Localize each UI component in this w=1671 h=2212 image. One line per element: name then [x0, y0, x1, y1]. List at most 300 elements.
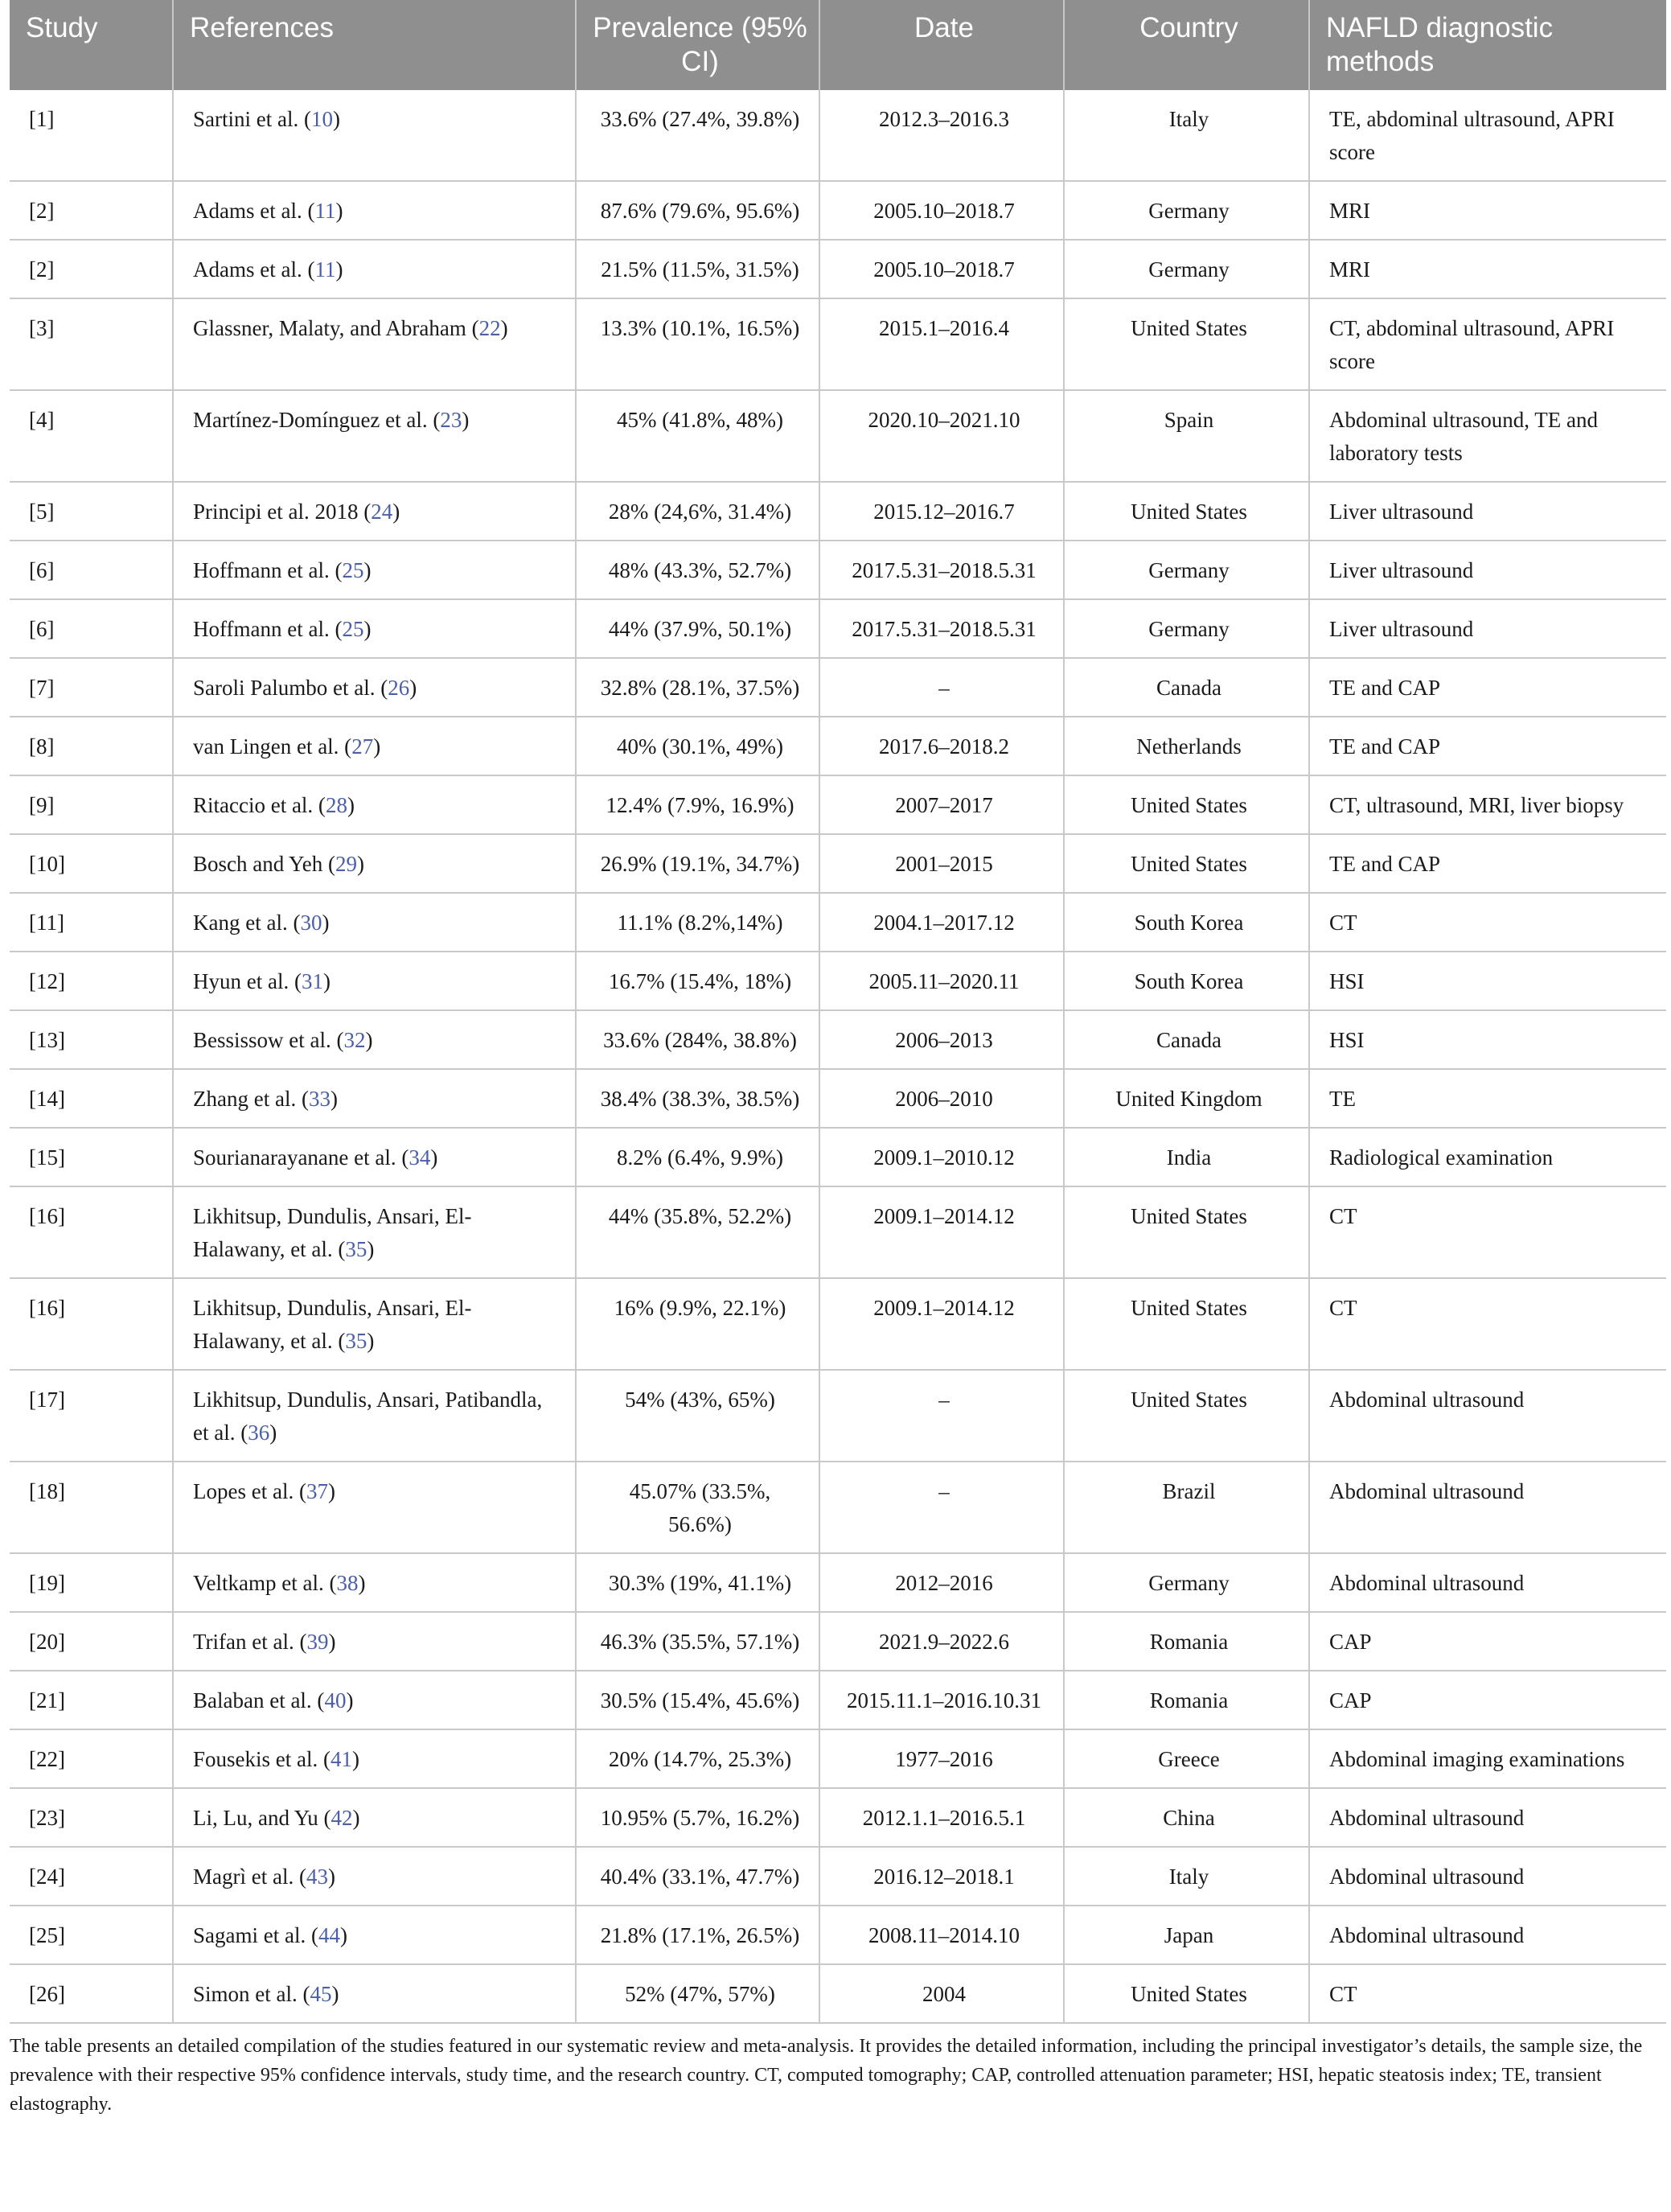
reference-text: van Lingen et al. (	[193, 734, 352, 759]
studies-table	[10, 0, 1666, 2024]
reference-close-paren: )	[339, 1923, 347, 1947]
cell-prevalence: 46.3% (35.5%, 57.1%)	[576, 1612, 819, 1671]
cell-prevalence: 45% (41.8%, 48%)	[576, 390, 819, 482]
cell-country: Italy	[1064, 90, 1309, 181]
cell-reference	[173, 775, 576, 834]
cell-date: –	[819, 658, 1064, 717]
header-methods: NAFLD diagnostic methods	[1309, 0, 1666, 90]
cell-reference	[173, 1553, 576, 1612]
table-row	[10, 1906, 1666, 1964]
reference-close-paren: )	[358, 1571, 366, 1595]
table-row	[10, 1186, 1666, 1278]
header-study: Study	[10, 0, 173, 90]
table-row	[10, 717, 1666, 775]
cell-country: Canada	[1064, 1010, 1309, 1069]
cell-study: [8]	[10, 717, 173, 775]
reference-close-paren: )	[322, 911, 330, 935]
reference-close-paren: )	[367, 1237, 375, 1261]
cell-methods: TE and CAP	[1309, 834, 1666, 893]
cell-methods: TE and CAP	[1309, 658, 1666, 717]
table-row	[10, 1612, 1666, 1671]
cell-methods: Liver ultrasound	[1309, 482, 1666, 541]
cell-reference	[173, 599, 576, 658]
citation-link[interactable]: 26	[388, 676, 410, 700]
cell-study: [7]	[10, 658, 173, 717]
cell-study: [14]	[10, 1069, 173, 1128]
cell-reference	[173, 482, 576, 541]
reference-text: Likhitsup, Dundulis, Ansari, El-Halawany, et al. (	[193, 1296, 472, 1353]
cell-country: Germany	[1064, 240, 1309, 298]
reference-close-paren: )	[347, 793, 355, 817]
citation-link[interactable]: 35	[345, 1237, 367, 1261]
cell-methods: Abdominal ultrasound	[1309, 1906, 1666, 1964]
cell-study: [1]	[10, 90, 173, 181]
cell-study: [17]	[10, 1370, 173, 1462]
cell-reference	[173, 1462, 576, 1553]
reference-text: Magrì et al. (	[193, 1865, 306, 1889]
cell-date: 2020.10–2021.10	[819, 390, 1064, 482]
cell-date: 2006–2013	[819, 1010, 1064, 1069]
cell-methods: TE and CAP	[1309, 717, 1666, 775]
cell-methods: CT	[1309, 893, 1666, 952]
cell-prevalence: 10.95% (5.7%, 16.2%)	[576, 1788, 819, 1847]
cell-date: 2012–2016	[819, 1553, 1064, 1612]
cell-prevalence: 44% (35.8%, 52.2%)	[576, 1186, 819, 1278]
cell-prevalence: 32.8% (28.1%, 37.5%)	[576, 658, 819, 717]
reference-text: Bessissow et al. (	[193, 1028, 344, 1052]
cell-country: United States	[1064, 775, 1309, 834]
cell-prevalence: 13.3% (10.1%, 16.5%)	[576, 298, 819, 390]
citation-link[interactable]: 23	[440, 408, 462, 432]
cell-methods: HSI	[1309, 952, 1666, 1010]
reference-text: Likhitsup, Dundulis, Ansari, Patibandla, et al. (	[193, 1388, 543, 1445]
cell-country: Japan	[1064, 1906, 1309, 1964]
cell-study: [4]	[10, 390, 173, 482]
table-row	[10, 390, 1666, 482]
cell-date: 2017.5.31–2018.5.31	[819, 541, 1064, 599]
reference-text: Adams et al. (	[193, 199, 315, 223]
header-prevalence: Prevalence (95% CI)	[576, 0, 819, 90]
cell-date: 2017.5.31–2018.5.31	[819, 599, 1064, 658]
reference-text: Hyun et al. (	[193, 969, 302, 993]
table-row	[10, 1671, 1666, 1729]
cell-study: [24]	[10, 1847, 173, 1906]
cell-prevalence: 33.6% (284%, 38.8%)	[576, 1010, 819, 1069]
cell-reference	[173, 1370, 576, 1462]
citation-link[interactable]: 31	[301, 969, 323, 993]
cell-date: 2005.10–2018.7	[819, 181, 1064, 240]
cell-country: United States	[1064, 1186, 1309, 1278]
citation-link[interactable]: 36	[248, 1421, 270, 1445]
reference-text: Ritaccio et al. (	[193, 793, 326, 817]
cell-study: [13]	[10, 1010, 173, 1069]
cell-reference	[173, 1906, 576, 1964]
cell-reference	[173, 1186, 576, 1278]
table-row	[10, 1729, 1666, 1788]
table-row	[10, 1462, 1666, 1553]
cell-country: Spain	[1064, 390, 1309, 482]
cell-reference	[173, 1612, 576, 1671]
cell-country: South Korea	[1064, 893, 1309, 952]
reference-text: Hoffmann et al. (	[193, 617, 343, 641]
cell-prevalence: 30.5% (15.4%, 45.6%)	[576, 1671, 819, 1729]
reference-text: Likhitsup, Dundulis, Ansari, El-Halawany, et al. (	[193, 1204, 472, 1261]
cell-reference	[173, 1788, 576, 1847]
reference-close-paren: )	[462, 408, 470, 432]
citation-link[interactable]: 27	[351, 734, 374, 759]
table-body	[10, 90, 1666, 2023]
table-row	[10, 1553, 1666, 1612]
cell-date: 2016.12–2018.1	[819, 1847, 1064, 1906]
citation-link[interactable]: 24	[371, 500, 393, 524]
reference-text: Adams et al. (	[193, 257, 315, 282]
cell-study: [18]	[10, 1462, 173, 1553]
citation-link[interactable]: 37	[306, 1479, 328, 1503]
cell-prevalence: 12.4% (7.9%, 16.9%)	[576, 775, 819, 834]
cell-study: [9]	[10, 775, 173, 834]
reference-close-paren: )	[351, 1747, 359, 1771]
reference-text: Martínez-Domínguez et al. (	[193, 408, 441, 432]
citation-link[interactable]: 40	[324, 1688, 347, 1712]
cell-date: 2017.6–2018.2	[819, 717, 1064, 775]
cell-date: 2015.11.1–2016.10.31	[819, 1671, 1064, 1729]
reference-text: Sourianarayanane et al. (	[193, 1145, 409, 1170]
cell-reference	[173, 1128, 576, 1186]
cell-methods: HSI	[1309, 1010, 1666, 1069]
cell-methods: Liver ultrasound	[1309, 541, 1666, 599]
reference-close-paren: )	[327, 1865, 335, 1889]
cell-country: United States	[1064, 1278, 1309, 1370]
cell-methods: Abdominal ultrasound	[1309, 1370, 1666, 1462]
table-row	[10, 1788, 1666, 1847]
reference-text: Trifan et al. (	[193, 1630, 307, 1654]
reference-close-paren: )	[331, 1982, 339, 2006]
cell-country: Germany	[1064, 599, 1309, 658]
table-row	[10, 834, 1666, 893]
reference-close-paren: )	[327, 1479, 335, 1503]
cell-date: 2006–2010	[819, 1069, 1064, 1128]
table-row	[10, 1847, 1666, 1906]
table-row	[10, 775, 1666, 834]
cell-prevalence: 21.5% (11.5%, 31.5%)	[576, 240, 819, 298]
reference-text: Glassner, Malaty, and Abraham (	[193, 316, 479, 340]
citation-link[interactable]: 11	[314, 257, 336, 282]
reference-text: Lopes et al. (	[193, 1479, 306, 1503]
cell-reference	[173, 1069, 576, 1128]
cell-reference	[173, 298, 576, 390]
cell-methods: Abdominal ultrasound	[1309, 1462, 1666, 1553]
cell-prevalence: 33.6% (27.4%, 39.8%)	[576, 90, 819, 181]
reference-text: Principi et al. 2018 (	[193, 500, 372, 524]
cell-prevalence: 26.9% (19.1%, 34.7%)	[576, 834, 819, 893]
reference-close-paren: )	[500, 316, 508, 340]
cell-reference	[173, 1278, 576, 1370]
cell-prevalence: 87.6% (79.6%, 95.6%)	[576, 181, 819, 240]
reference-close-paren: )	[430, 1145, 438, 1170]
cell-study: [15]	[10, 1128, 173, 1186]
cell-prevalence: 54% (43%, 65%)	[576, 1370, 819, 1462]
cell-reference	[173, 240, 576, 298]
citation-link[interactable]: 39	[306, 1630, 329, 1654]
cell-methods: CT	[1309, 1964, 1666, 2023]
studies-table-container	[10, 0, 1666, 2024]
cell-study: [2]	[10, 240, 173, 298]
cell-methods: TE	[1309, 1069, 1666, 1128]
cell-study: [22]	[10, 1729, 173, 1788]
reference-text: Sartini et al. (	[193, 107, 311, 131]
cell-study: [23]	[10, 1788, 173, 1847]
citation-link[interactable]: 38	[336, 1571, 359, 1595]
cell-methods: TE, abdominal ultrasound, APRI score	[1309, 90, 1666, 181]
cell-prevalence: 8.2% (6.4%, 9.9%)	[576, 1128, 819, 1186]
reference-text: Kang et al. (	[193, 911, 301, 935]
cell-prevalence: 52% (47%, 57%)	[576, 1964, 819, 2023]
table-row	[10, 1370, 1666, 1462]
cell-date: 2008.11–2014.10	[819, 1906, 1064, 1964]
cell-methods: CT, ultrasound, MRI, liver biopsy	[1309, 775, 1666, 834]
cell-study: [2]	[10, 181, 173, 240]
header-country: Country	[1064, 0, 1309, 90]
cell-date: 1977–2016	[819, 1729, 1064, 1788]
cell-methods: Abdominal ultrasound	[1309, 1788, 1666, 1847]
cell-country: Italy	[1064, 1847, 1309, 1906]
cell-date: 2004	[819, 1964, 1064, 2023]
cell-country: Netherlands	[1064, 717, 1309, 775]
cell-country: South Korea	[1064, 952, 1309, 1010]
citation-link[interactable]: 35	[345, 1329, 367, 1353]
table-row	[10, 482, 1666, 541]
reference-close-paren: )	[357, 852, 365, 876]
citation-link[interactable]: 10	[310, 107, 333, 131]
cell-date: 2005.11–2020.11	[819, 952, 1064, 1010]
reference-close-paren: )	[322, 969, 331, 993]
cell-prevalence: 38.4% (38.3%, 38.5%)	[576, 1069, 819, 1128]
citation-link[interactable]: 44	[318, 1923, 340, 1947]
citation-link[interactable]: 41	[330, 1747, 352, 1771]
reference-close-paren: )	[269, 1421, 277, 1445]
reference-close-paren: )	[363, 558, 372, 582]
cell-reference	[173, 1010, 576, 1069]
cell-reference	[173, 834, 576, 893]
reference-close-paren: )	[365, 1028, 373, 1052]
table-row	[10, 1964, 1666, 2023]
cell-prevalence: 45.07% (33.5%, 56.6%)	[576, 1462, 819, 1553]
reference-close-paren: )	[409, 676, 417, 700]
table-row	[10, 1128, 1666, 1186]
cell-study: [26]	[10, 1964, 173, 2023]
reference-close-paren: )	[363, 617, 372, 641]
cell-reference	[173, 390, 576, 482]
cell-reference	[173, 893, 576, 952]
cell-country: United States	[1064, 1370, 1309, 1462]
reference-close-paren: )	[335, 257, 343, 282]
cell-study: [19]	[10, 1553, 173, 1612]
reference-close-paren: )	[346, 1688, 354, 1712]
cell-study: [21]	[10, 1671, 173, 1729]
cell-country: Brazil	[1064, 1462, 1309, 1553]
cell-date: 2007–2017	[819, 775, 1064, 834]
citation-link[interactable]: 45	[310, 1982, 332, 2006]
cell-study: [12]	[10, 952, 173, 1010]
citation-link[interactable]: 34	[409, 1145, 431, 1170]
citation-link[interactable]: 25	[342, 558, 364, 582]
cell-reference	[173, 658, 576, 717]
cell-reference	[173, 717, 576, 775]
reference-text: Veltkamp et al. (	[193, 1571, 337, 1595]
reference-close-paren: )	[328, 1630, 336, 1654]
table-footnote: The table presents an detailed compilation of the studies featured in our systematic review and meta-analysis. It provides the detailed information, including the principal investigator’s details, the sample size, the prevalence with their respective 95% confidence intervals, study time, and the research country. CT, computed tomography; CAP, controlled attenuation parameter; HSI, hepatic steatosis index; TE, transient elastography.	[10, 2036, 1643, 2115]
cell-reference	[173, 181, 576, 240]
cell-date: 2015.12–2016.7	[819, 482, 1064, 541]
citation-link[interactable]: 11	[314, 199, 336, 223]
cell-country: Romania	[1064, 1671, 1309, 1729]
reference-text: Balaban et al. (	[193, 1688, 325, 1712]
table-row	[10, 240, 1666, 298]
table-row	[10, 893, 1666, 952]
cell-prevalence: 40.4% (33.1%, 47.7%)	[576, 1847, 819, 1906]
cell-prevalence: 20% (14.7%, 25.3%)	[576, 1729, 819, 1788]
cell-country: Romania	[1064, 1612, 1309, 1671]
cell-date: 2009.1–2014.12	[819, 1278, 1064, 1370]
cell-country: Germany	[1064, 1553, 1309, 1612]
cell-date: 2021.9–2022.6	[819, 1612, 1064, 1671]
header-row	[10, 0, 1666, 90]
cell-prevalence: 44% (37.9%, 50.1%)	[576, 599, 819, 658]
cell-prevalence: 30.3% (19%, 41.1%)	[576, 1553, 819, 1612]
cell-country: Greece	[1064, 1729, 1309, 1788]
table-row	[10, 298, 1666, 390]
citation-link[interactable]: 29	[335, 852, 358, 876]
cell-methods: CT, abdominal ultrasound, APRI score	[1309, 298, 1666, 390]
cell-reference	[173, 541, 576, 599]
table-row	[10, 541, 1666, 599]
cell-prevalence: 48% (43.3%, 52.7%)	[576, 541, 819, 599]
table-row	[10, 181, 1666, 240]
cell-methods: Liver ultrasound	[1309, 599, 1666, 658]
citation-link[interactable]: 43	[306, 1865, 328, 1889]
cell-prevalence: 21.8% (17.1%, 26.5%)	[576, 1906, 819, 1964]
cell-study: [10]	[10, 834, 173, 893]
table-row	[10, 599, 1666, 658]
cell-country: Canada	[1064, 658, 1309, 717]
cell-reference	[173, 1729, 576, 1788]
cell-country: India	[1064, 1128, 1309, 1186]
cell-date: 2012.3–2016.3	[819, 90, 1064, 181]
cell-methods: CT	[1309, 1186, 1666, 1278]
cell-prevalence: 16.7% (15.4%, 18%)	[576, 952, 819, 1010]
cell-reference	[173, 1671, 576, 1729]
table-row	[10, 952, 1666, 1010]
table-row	[10, 1010, 1666, 1069]
citation-link[interactable]: 22	[478, 316, 501, 340]
reference-close-paren: )	[392, 500, 400, 524]
reference-close-paren: )	[352, 1806, 360, 1830]
table-row	[10, 90, 1666, 181]
cell-prevalence: 40% (30.1%, 49%)	[576, 717, 819, 775]
cell-reference	[173, 952, 576, 1010]
cell-methods: Abdominal ultrasound	[1309, 1553, 1666, 1612]
reference-close-paren: )	[367, 1329, 375, 1353]
cell-country: China	[1064, 1788, 1309, 1847]
cell-study: [20]	[10, 1612, 173, 1671]
cell-country: United States	[1064, 834, 1309, 893]
cell-date: 2009.1–2010.12	[819, 1128, 1064, 1186]
cell-date: 2005.10–2018.7	[819, 240, 1064, 298]
cell-country: United States	[1064, 1964, 1309, 2023]
cell-prevalence: 28% (24,6%, 31.4%)	[576, 482, 819, 541]
reference-close-paren: )	[335, 199, 343, 223]
cell-methods: Abdominal ultrasound	[1309, 1847, 1666, 1906]
cell-study: [25]	[10, 1906, 173, 1964]
reference-text: Simon et al. (	[193, 1982, 310, 2006]
cell-methods: CAP	[1309, 1671, 1666, 1729]
citation-link[interactable]: 32	[343, 1028, 366, 1052]
cell-prevalence: 16% (9.9%, 22.1%)	[576, 1278, 819, 1370]
table-row	[10, 1278, 1666, 1370]
citation-link[interactable]: 28	[325, 793, 347, 817]
citation-link[interactable]: 33	[308, 1087, 331, 1111]
table-header	[10, 0, 1666, 90]
cell-study: [3]	[10, 298, 173, 390]
reference-text: Saroli Palumbo et al. (	[193, 676, 388, 700]
reference-text: Li, Lu, and Yu (	[193, 1806, 331, 1830]
cell-reference	[173, 1847, 576, 1906]
reference-close-paren: )	[373, 734, 381, 759]
cell-date: –	[819, 1370, 1064, 1462]
cell-country: United States	[1064, 482, 1309, 541]
reference-text: Fousekis et al. (	[193, 1747, 331, 1771]
header-date: Date	[819, 0, 1064, 90]
cell-study: [11]	[10, 893, 173, 952]
cell-date: –	[819, 1462, 1064, 1553]
reference-text: Hoffmann et al. (	[193, 558, 343, 582]
cell-methods: Abdominal ultrasound, TE and laboratory tests	[1309, 390, 1666, 482]
reference-close-paren: )	[330, 1087, 338, 1111]
cell-country: Germany	[1064, 181, 1309, 240]
cell-reference	[173, 90, 576, 181]
reference-text: Bosch and Yeh (	[193, 852, 336, 876]
cell-date: 2001–2015	[819, 834, 1064, 893]
cell-country: Germany	[1064, 541, 1309, 599]
cell-country: United Kingdom	[1064, 1069, 1309, 1128]
cell-date: 2009.1–2014.12	[819, 1186, 1064, 1278]
cell-reference	[173, 1964, 576, 2023]
reference-text: Sagami et al. (	[193, 1923, 318, 1947]
cell-methods: CT	[1309, 1278, 1666, 1370]
header-references: References	[173, 0, 576, 90]
citation-link[interactable]: 25	[342, 617, 364, 641]
cell-methods: Abdominal imaging examinations	[1309, 1729, 1666, 1788]
reference-text: Zhang et al. (	[193, 1087, 309, 1111]
table-row	[10, 1069, 1666, 1128]
cell-study: [6]	[10, 541, 173, 599]
cell-study: [16]	[10, 1186, 173, 1278]
cell-methods: MRI	[1309, 181, 1666, 240]
table-row	[10, 658, 1666, 717]
cell-date: 2015.1–2016.4	[819, 298, 1064, 390]
cell-study: [6]	[10, 599, 173, 658]
cell-date: 2004.1–2017.12	[819, 893, 1064, 952]
cell-study: [16]	[10, 1278, 173, 1370]
citation-link[interactable]: 42	[331, 1806, 353, 1830]
reference-close-paren: )	[332, 107, 340, 131]
cell-methods: Radiological examination	[1309, 1128, 1666, 1186]
cell-methods: MRI	[1309, 240, 1666, 298]
cell-country: United States	[1064, 298, 1309, 390]
citation-link[interactable]: 30	[300, 911, 322, 935]
cell-prevalence: 11.1% (8.2%,14%)	[576, 893, 819, 952]
cell-date: 2012.1.1–2016.5.1	[819, 1788, 1064, 1847]
